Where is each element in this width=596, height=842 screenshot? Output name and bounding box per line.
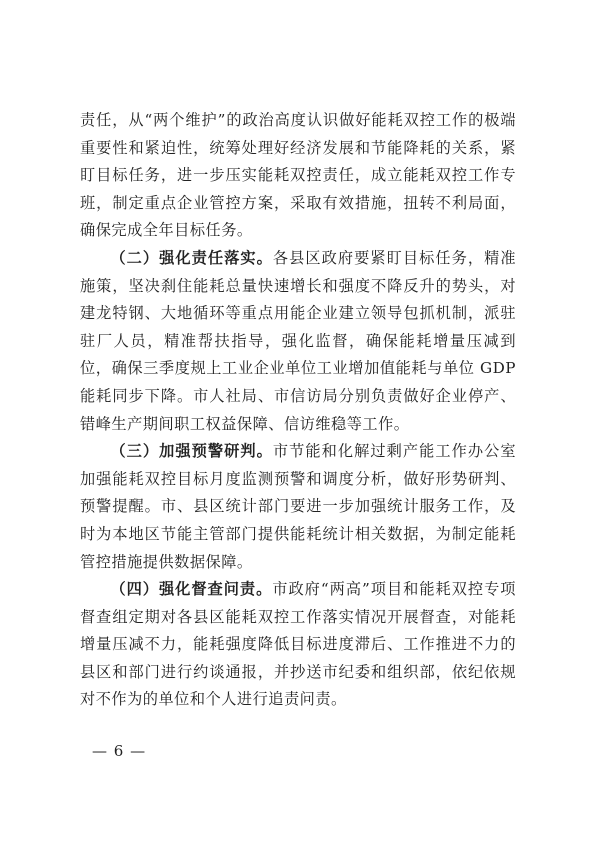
body-text: [80, 107, 516, 714]
paragraph-supervision: [80, 576, 516, 714]
section-heading-4: （四）强化督查问责。: [110, 580, 273, 599]
section-heading-2: （二）强化责任落实。: [110, 248, 273, 267]
section-body-4: 市政府“两高”项目和能耗双控专项督查组定期对各县区能耗双控工作落实情况开展督查，对能耗增量压减不力，能耗强度降低目标进度滞后、工作推进不力的县区和部门进行约谈通报，并抄送市纪委和组织部，依纪依规对不作为的单位和个人进行追责问责。: [80, 580, 516, 709]
section-body-3: 市节能和化解过剩产能工作办公室加强能耗双控目标月度监测预警和调度分析，做好形势研判、预警提醒。市、县区统计部门要进一步加强统计服务工作，及时为本地区节能主管部门提供能耗统计相关数据，为制定能耗管控措施提供数据保障。: [80, 442, 517, 571]
paragraph-early-warning: [80, 438, 516, 576]
section-body-2: 各县区政府要紧盯目标任务，精准施策，坚决刹住能耗总量快速增长和强度不降反升的势头，对建龙特钢、大地循环等重点用能企业建立领导包抓机制，派驻驻厂人员，精准帮扶指导，强化监督，确保能耗增量压减到位，确保三季度规上工业企业单位工业增加值能耗与单位 GDP 能耗同步下降。市人社局、市信访局分别负责做好企业停产、错峰生产期间职工权益保障、信访维稳等工作。: [80, 248, 517, 433]
section-heading-3: （三）加强预警研判。: [110, 442, 273, 461]
paragraph-responsibility: [80, 245, 516, 438]
page-number: — 6 —: [92, 742, 147, 760]
paragraph-continuation: 责任，从“两个维护”的政治高度认识做好能耗双控工作的极端重要性和紧迫性，统筹处理好经济发展和节能降耗的关系，紧盯目标任务，进一步压实能耗双控责任，成立能耗双控工作专班，制定重点企业管控方案，采取有效措施，扭转不利局面，确保完成全年目标任务。: [80, 111, 516, 240]
